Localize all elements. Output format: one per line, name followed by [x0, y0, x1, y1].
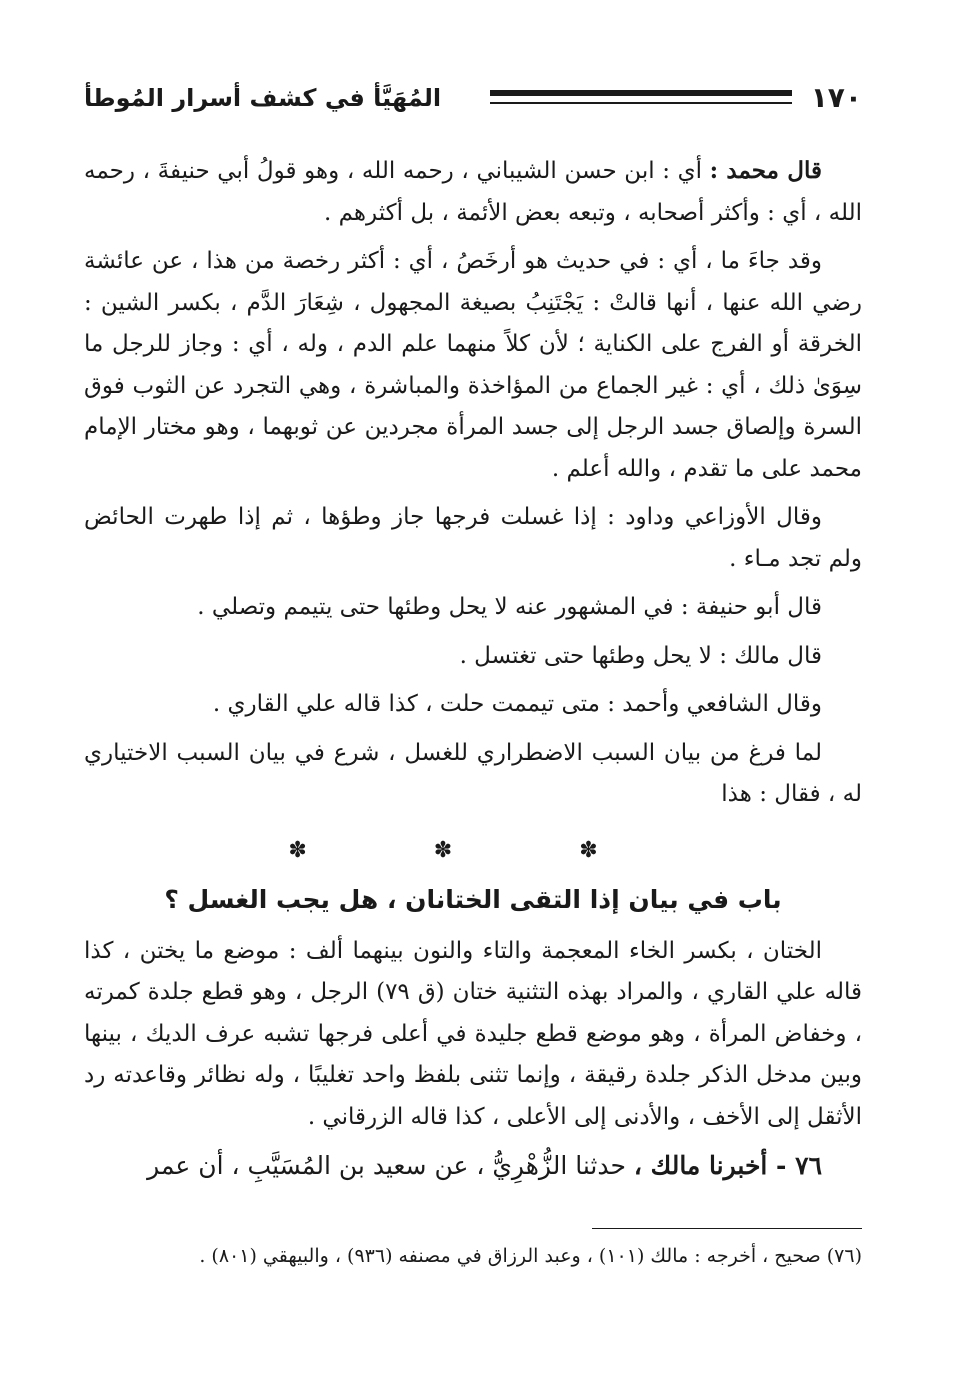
paragraph-text: وقد جاءَ ما ، أي : في حديث هو أرخَصُ ، أي : أكثر رخصة من هذا ، عن عائشة رضي الله عنها ، أنها قالتْ : يَجْتَنِبُ بصيغة المجهول ، شِعَارَ الدَّم ، بكسر الشين : الخرقة أو الفرج على الكناية ؛ لأن كلاً منهما علم الدم ، وله ، أي : وجاز للرجل ما سِوَىٰ ذلك ، أي : غير الجماع من المؤاخذة والمباشرة ، وهي التجرد عن الثوب فوق السرة وإلصاق جسد الرجل إلى جسد المرأة مجردين عن ثوبهما ، وهو مختار الإمام محمد على ما تقدم ، والله أعلم .: [84, 248, 862, 482]
paragraph-text: قال أبو حنيفة : في المشهور عنه لا يحل وطئها حتى يتيمم وتصلي .: [197, 594, 822, 620]
section-separator: ✽ ✽ ✽: [288, 837, 658, 863]
hadith-text: حدثنا الزُّهْرِيُّ ، عن سعيد بن المُسَيَّبِ ، أن عمر: [147, 1151, 634, 1180]
book-title: المُهَيَّأ في كشف أسرار المُوطأ: [84, 84, 442, 112]
paragraph-text: وقال الأوزاعي وداود : إذا غسلت فرجها جاز وطؤها ، ثم إذا طهرت الحائض ولم تجد مـاء .: [84, 504, 862, 572]
paragraph-5: [84, 636, 862, 678]
paragraph-7: [84, 733, 862, 816]
paragraph-text: لما فرغ من بيان السبب الاضطراري للغسل ، شرع في بيان السبب الاختياري له ، فقال : هذا: [84, 739, 862, 807]
header-rule: [490, 90, 792, 104]
page-number: ١٧٠: [810, 81, 862, 114]
chapter-paragraph: الختان ، بكسر الخاء المعجمة والتاء والنون بينهما ألف : موضع ما يختن ، كذا قاله علي القاري ، والمراد بهذه التثنية ختان (ق ٧٩) الرجل ، وهو قطع جلدة كمرته ، وخفاض المرأة ، وهو موضع قطع جليدة في أعلى فرجها تشبه عرف الديك ، بينها وبين مدخل الذكر جلدة رقيقة ، وإنما تثنى بلفظ واحد تغليبًا ، وله نظائر وقاعدته رد الأثقل إلى الأخف ، والأدنى إلى الأعلى ، كذا قاله الزرقاني .: [84, 937, 862, 1130]
page-header: [84, 78, 862, 118]
paragraph-1: [84, 150, 862, 234]
paragraph-text: وقال الشافعي وأحمد : متى تيممت حلت ، كذا قاله علي القاري .: [212, 691, 822, 717]
footnote-rule: [592, 1228, 862, 1229]
paragraph-3: [84, 497, 862, 580]
hadith-line: [84, 1145, 862, 1187]
paragraph-text: أي : ابن حسن الشيباني ، رحمه الله ، وهو قولُ أبي حنيفةَ ، رحمه الله ، أي : وأكثر أصحابه ، وتبعه بعض الأئمة ، بل أكثرهم .: [84, 158, 862, 226]
paragraph-2: [84, 241, 862, 490]
page-body: [84, 150, 862, 1194]
chapter-title: باب في بيان إذا التقى الختانان ، هل يجب الغسل ؟: [164, 885, 782, 914]
paragraph-4: [84, 587, 862, 629]
footnote: (٧٦) صحيح ، أخرجه : مالك (١٠١) ، وعبد الرزاق في مصنفه (٩٣٦) ، والبيهقي (٨٠١) .: [199, 1245, 862, 1267]
paragraph-6: [84, 684, 862, 726]
paragraph-text: قال مالك : لا يحل وطئها حتى تغتسل .: [459, 642, 822, 669]
hadith-lead: ٧٦ - أخبرنا مالك ،: [633, 1151, 822, 1180]
paragraph-lead: قال محمد :: [709, 157, 822, 184]
